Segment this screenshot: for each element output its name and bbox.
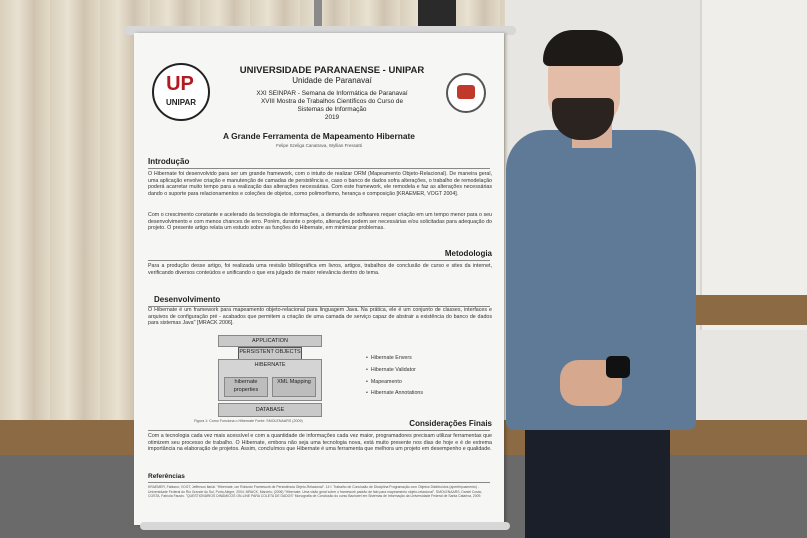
diagram-hibernate: HIBERNATE: [218, 359, 322, 401]
unipar-logo-text: UNIPAR: [165, 98, 197, 107]
intro-divider: [148, 168, 490, 169]
dev-heading: Desenvolvimento: [154, 295, 221, 304]
method-text: Para a produção desse artigo, foi realizada uma revisão bibliográfica em livros, artigos, trabalhos de conclusão de curso e sites da internet, verificando diversos conteúdos e unificando o que era julgado de maior relevância dentro do tema.: [148, 263, 492, 276]
diagram-xml-mapping: XML Mapping: [272, 377, 316, 397]
event-line-1: XXI SEINPAR - Semana de Informática de Paranavaí: [256, 90, 408, 97]
banner-bottom-rod: [140, 522, 510, 530]
final-divider: [148, 430, 490, 431]
intro-heading: Introdução: [148, 157, 190, 166]
event-line-3: Sistemas de Informação: [297, 106, 367, 113]
poster-title: A Grande Ferramenta de Mapeamento Hibernate: [223, 131, 415, 141]
unit-name: Unidade de Paranavaí: [292, 76, 372, 85]
diagram-persistent-objects: PERSISTENT OBJECTS: [238, 347, 302, 367]
event-info: [216, 90, 448, 122]
final-text: Com a tecnologia cada vez mais acessível e com a quantidade de informações cada vez maior, programadores precisam utilizar ferramentas que otimizem seu processo de trabalho. O Hibernate, embora não seja uma tecnologia nova, está muito presente nos dias de hoje e é de extrema importância na elaboração de projetos. Assim, concluímos que Hibernate é uma ferramenta que melhora um projeto em desempenho e qualidade.: [148, 433, 492, 453]
refs-heading: Referências: [148, 473, 185, 480]
university-name: UNIVERSIDADE PARANAENSE - UNIPAR: [239, 65, 425, 76]
bullet-item: • Hibernate Annotations: [366, 390, 423, 396]
references-text: KRAEMER, Fabiano; VOGT, Jefferson Ilarial. "Hibernate, um Robusto Framework de Persistência Objeto-Relacional". 14 f. Trabalho de Conclusão de Disciplina Programação com Objetos Distribuídos (aperfeiçoamento) - Universidade Federal do Rio Grande do Sul, Porto Alegre, 2004. MRACK, Marcelo; (2006) "Hibernate. Uma visão geral sobre o framework padrão de fato para mapeamento objeto-relacional". SMOLENAARS, Daniel Costa; COSTA, Fabíola Fausto. "QUESTIONÁRIOS DINÂMICOS ON-LINE PARA COLETA DE DADOS" Monografia de Conclusão do curso Bacharel em Sistemas de Informação da Universidade Federal de Santa Catarina, 2009.: [148, 485, 482, 499]
bullet-item: • Hibernate Validator: [366, 367, 416, 373]
wristwatch: [606, 356, 630, 378]
event-line-2: XVIII Mostra de Trabalhos Científicos do Curso de: [260, 98, 404, 105]
intro-text-2: Com o crescimento constante e acelerado da tecnologia de informações, a demanda de softwares requer criação em um tempo menor para o seu desenvolvimento e com menos chances de erro. Porém, durante o projeto, alterações podem ser necessárias e/ou solicitadas para adequação do projeto. O presente artigo relata um estudo sobre as funções do Hibernate, em minimizar problemas.: [148, 212, 492, 232]
diagram-database: DATABASE: [218, 403, 322, 417]
person-hair: [543, 30, 623, 66]
bullet-item: • Mapeamento: [366, 379, 402, 385]
final-heading: Considerações Finais: [409, 419, 492, 428]
diagram-hibernate-properties: hibernate properties: [224, 377, 268, 397]
intro-text: O Hibernate foi desenvolvido para ser um grande framework, com o intuito de realizar ORM (Mapeamento Objeto-Relacional). De maneira geral, uma aplicação envolve criação e manutenção de camadas de persistência e, caso o banco de dados sofra alterações, o trabalho de remodelação poderá acarretar muito tempo para a realização das alterações necessárias. Com este framework, ele remodela e faz as alterações necessárias dando o suporte para relacionamentos e coleções de objetos, como polimorfismo, herança e composição [KRAEMER, VOGT 2004].: [148, 171, 492, 198]
poster-authors: Felipe Szeliga Canatrava, Wyllian Fressatti: [276, 143, 362, 148]
seinpar-logo: [446, 73, 486, 113]
person-pants: [525, 420, 670, 538]
diagram-caption: Figura 1: Como Funciona o Hibernate Fonte: SMOLENAARS (2009): [194, 419, 303, 423]
method-divider: [148, 260, 490, 261]
bullet-item: • Hibernate Envers: [366, 355, 412, 361]
unipar-logo-mark: UP: [166, 73, 194, 95]
poster-banner: [134, 33, 504, 525]
unipar-logo: [152, 63, 210, 121]
refs-divider: [148, 482, 490, 483]
dev-text: O Hibernate é um framework para mapeamento objeto-relacional para linguagem Java. Na prática, ele é um conjunto de classes, interfaces e arquivos de configuração pré - acabados que permitem a criação de uma camada de serviço capaz de abstrair a existência do banco de dados para sistemas Java" [MRACK 2006].: [148, 307, 492, 327]
method-heading: Metodologia: [444, 249, 492, 258]
diagram-application: APPLICATION: [218, 335, 322, 347]
event-year: 2019: [324, 114, 340, 121]
wall-panel: [700, 0, 807, 330]
wood-rail-right: [690, 295, 807, 325]
